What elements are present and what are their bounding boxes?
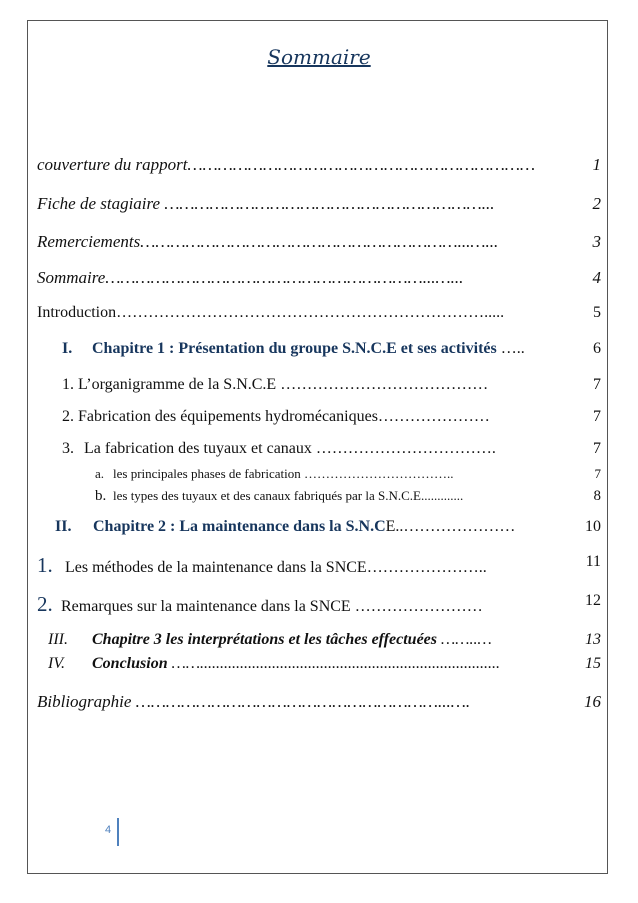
toc-entry-fiche[interactable] <box>37 194 601 214</box>
toc-dots: ……..… <box>437 631 492 648</box>
toc-label: les types des tuyaux et des canaux fabriqués par la S.N.C.E <box>113 488 421 503</box>
toc-page: 4 <box>592 268 601 287</box>
toc-chapter-4[interactable] <box>48 655 601 673</box>
toc-page: 6 <box>593 340 601 357</box>
toc-number: 2. <box>37 592 53 616</box>
toc-label: Sommaire <box>37 268 106 287</box>
toc-label: Bibliographie <box>37 692 132 711</box>
toc-entry-sommaire[interactable] <box>37 268 601 288</box>
toc-page: 15 <box>585 655 601 672</box>
toc-number: 1. <box>62 376 74 393</box>
toc-entry-phases[interactable] <box>95 466 601 482</box>
toc-label: Les méthodes de la maintenance dans la SNCE <box>65 559 367 576</box>
toc-number: IV. <box>48 655 66 672</box>
footer-page-number: 4 <box>105 824 112 836</box>
toc-number: I. <box>62 340 73 357</box>
toc-page: 1 <box>592 155 601 174</box>
toc-label: Introduction <box>37 304 117 321</box>
toc-chapter-2[interactable] <box>55 518 601 536</box>
toc-chapter-3[interactable] <box>48 631 601 649</box>
toc-dots: ………………….. <box>366 559 487 576</box>
toc-page: 7 <box>593 376 601 393</box>
toc-page: 7 <box>594 466 601 481</box>
toc-dots: ………………………………………………………...…... <box>140 232 499 251</box>
toc-number: 1. <box>37 553 53 577</box>
toc-dots: ……………………………………………………...…. <box>131 692 471 711</box>
toc-number: a. <box>95 466 105 481</box>
toc-entry-remarques[interactable] <box>37 592 601 617</box>
toc-chapter-1[interactable] <box>62 340 601 358</box>
toc-entry-tuyaux-canaux[interactable] <box>62 440 601 458</box>
toc-dots: ……........................................................................... <box>167 655 501 672</box>
toc-dots: ............. <box>420 488 464 503</box>
toc-label: L’organigramme de la S.N.C.E <box>78 376 277 393</box>
toc-entry-methodes[interactable] <box>37 553 601 578</box>
toc-dots: …………………………………………………………… <box>187 155 536 174</box>
toc-entry-fabrication-equipements[interactable] <box>62 408 601 426</box>
toc-page: 13 <box>585 631 601 648</box>
toc-page: 7 <box>593 408 601 425</box>
toc-label: Conclusion <box>92 655 168 672</box>
toc-page: 8 <box>593 488 601 504</box>
toc-label: Chapitre 2 : La maintenance dans la S.N.C <box>93 518 386 535</box>
toc-number: 3. <box>62 440 74 457</box>
toc-label: Fabrication des équipements hydromécaniques <box>78 408 378 425</box>
toc-entry-bibliographie[interactable] <box>37 692 601 712</box>
toc-entry-introduction[interactable] <box>37 304 601 322</box>
toc-label: couverture du rapport <box>37 155 188 174</box>
toc-label: Chapitre 3 les interprétations et les tâches effectuées <box>92 631 438 648</box>
page-title: Sommaire <box>267 45 371 69</box>
toc-label: Chapitre 1 : Présentation du groupe S.N.C.E et ses activités <box>92 340 497 357</box>
toc-entry-remerciements[interactable] <box>37 232 601 252</box>
toc-page: 7 <box>593 440 601 457</box>
toc-page: 16 <box>584 692 601 711</box>
toc-dots: ……………………………. <box>311 440 496 457</box>
toc-entry-types[interactable] <box>95 488 601 505</box>
toc-dots: ………………………………… <box>276 376 489 393</box>
toc-dots: ………………………………………………………...…... <box>105 268 464 287</box>
toc-dots: ………………… <box>377 408 490 425</box>
toc-dots: ……………………………………………………………..... <box>116 304 505 321</box>
toc-dots: E..………………… <box>385 518 516 535</box>
toc-label: Remarques sur la maintenance dans la SNCE <box>61 598 351 615</box>
toc-label: La fabrication des tuyaux et canaux <box>84 440 312 457</box>
toc-page: 11 <box>585 553 601 570</box>
toc-number: II. <box>55 518 72 535</box>
toc-label: les principales phases de fabrication <box>113 466 301 481</box>
toc-entry-couverture[interactable] <box>37 155 601 175</box>
toc-page: 10 <box>585 518 601 535</box>
toc-page: 5 <box>593 304 601 321</box>
toc-number: 2. <box>62 408 74 425</box>
toc-dots: ………………………………………………………... <box>164 194 495 213</box>
footer-divider <box>117 818 119 846</box>
toc-label: Remerciements <box>37 232 141 251</box>
toc-dots: …………………… <box>350 598 483 615</box>
toc-page: 12 <box>585 592 601 609</box>
toc-entry-organigramme[interactable] <box>62 376 601 394</box>
toc-number: III. <box>48 631 68 648</box>
toc-label: Fiche de stagiaire <box>37 194 161 213</box>
toc-number: b. <box>95 488 107 504</box>
toc-page: 2 <box>592 194 601 213</box>
toc-page: 3 <box>592 232 601 251</box>
toc-dots: …………………………….. <box>300 466 454 481</box>
toc-dots: ….. <box>496 340 525 357</box>
